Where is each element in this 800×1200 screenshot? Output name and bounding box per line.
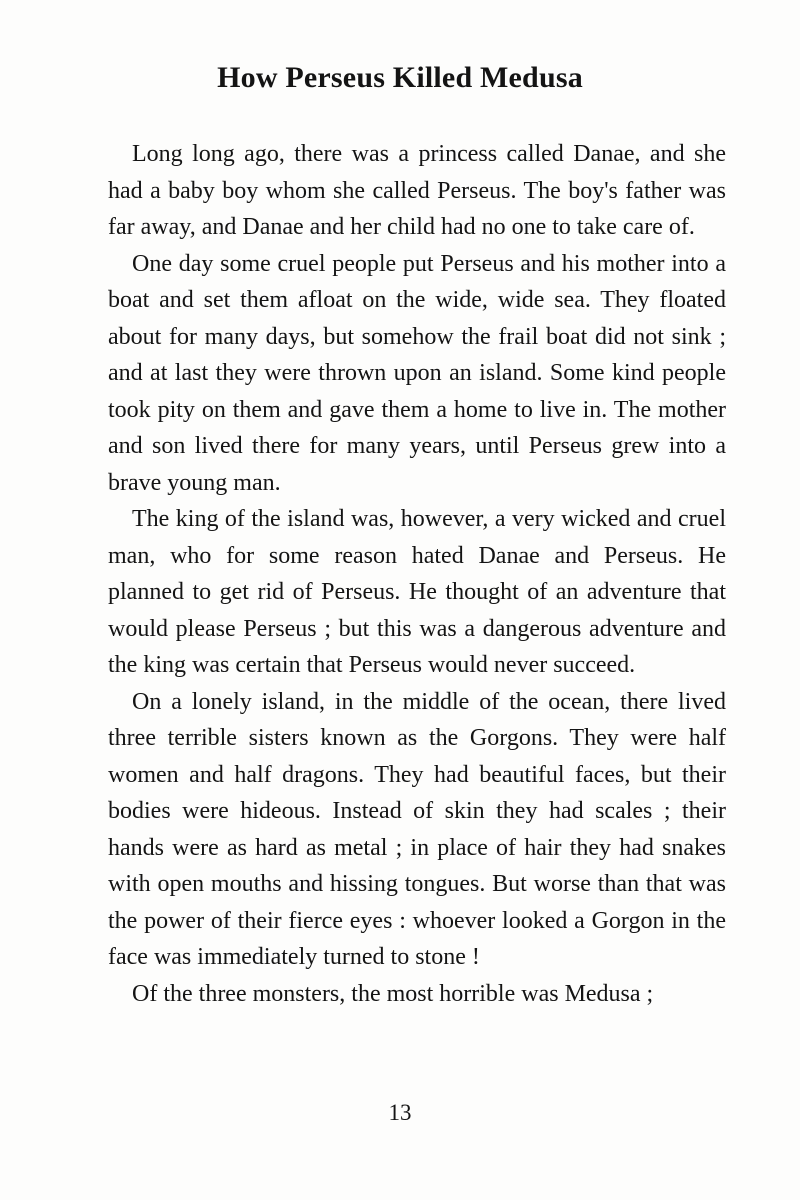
paragraph-5: Of the three monsters, the most horrible was Medusa ; (132, 980, 654, 1007)
paragraph-4: On a lonely island, in the middle of the ocean, there lived three terrible sisters known as the Gorgons. They were half women and half dragons. They had beautiful faces, but their bodies were hideous. Instead of skin they had scales ; their hands were as hard as metal ; in place of hair they had snakes with open mouths and hissing tongues. But worse than that was the power of their fierce eyes : whoever looked a Gorgon in the face was immediately turned to stone ! (108, 688, 726, 970)
chapter-title: How Perseus Killed Medusa (217, 61, 583, 94)
paragraph-1: Long long ago, there was a princess called Danae, and she had a baby boy whom she called Perseus. The boy's father was far away, and Danae and her child had no one to take care of. (108, 141, 726, 240)
page-number: 13 (388, 1100, 412, 1125)
paragraph-2: One day some cruel people put Perseus and his mother into a boat and set them afloat on the wide, wide sea. They floated about for many days, but somehow the frail boat did not sink ; and at last they were thrown upon an island. Some kind people took pity on them and gave them a home to live in. The mother and son lived there for many years, until Perseus grew into a brave young man. (108, 250, 726, 496)
story-text (108, 136, 726, 1012)
paragraph-3: The king of the island was, however, a very wicked and cruel man, who for some reason hated Danae and Perseus. He planned to get rid of Perseus. He thought of an adventure that would please Perseus ; but this was a dangerous adventure and the king was certain that Perseus would never succeed. (108, 506, 726, 678)
